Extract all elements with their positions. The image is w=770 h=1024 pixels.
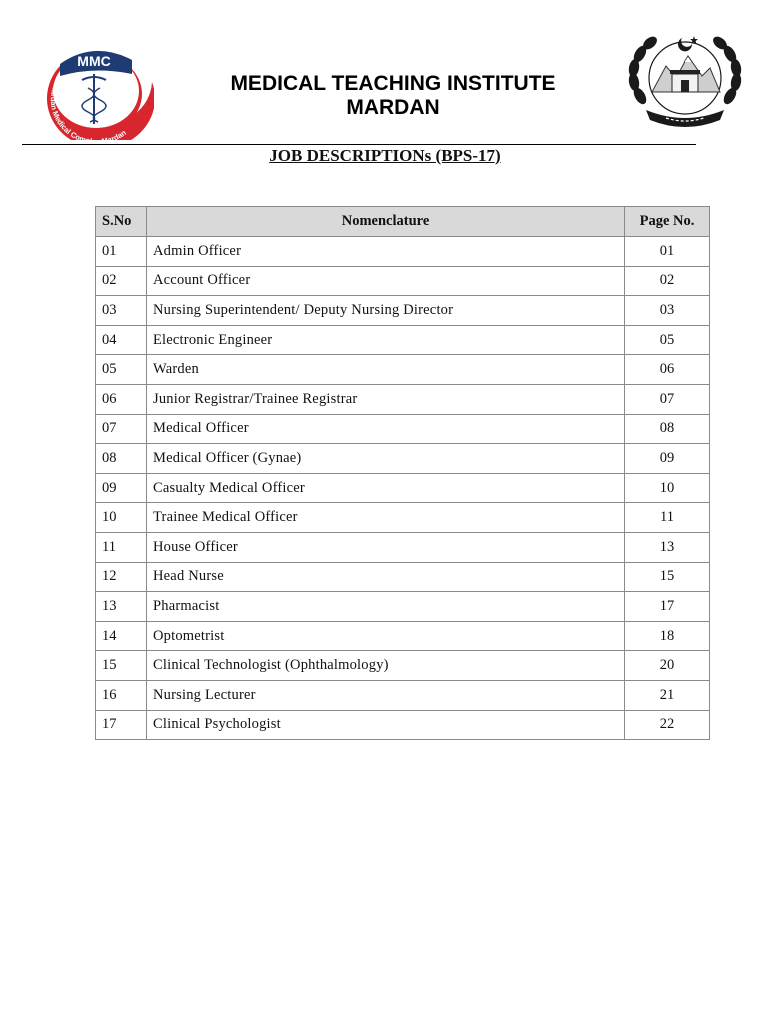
- column-header-nomenclature: Nomenclature: [147, 207, 625, 237]
- cell-page-no: 09: [625, 444, 710, 474]
- cell-sno: 14: [96, 621, 147, 651]
- cell-nomenclature: House Officer: [147, 532, 625, 562]
- cell-page-no: 03: [625, 296, 710, 326]
- header-divider: [22, 144, 696, 145]
- table-row: [96, 532, 710, 562]
- table-row: [96, 473, 710, 503]
- cell-nomenclature: Warden: [147, 355, 625, 385]
- cell-nomenclature: Pharmacist: [147, 592, 625, 622]
- cell-nomenclature: Junior Registrar/Trainee Registrar: [147, 384, 625, 414]
- cell-sno: 12: [96, 562, 147, 592]
- cell-page-no: 21: [625, 680, 710, 710]
- mmc-logo: [34, 44, 154, 140]
- table-row: [96, 444, 710, 474]
- column-header-page-no: Page No.: [625, 207, 710, 237]
- table-row: [96, 680, 710, 710]
- subtitle-text: JOB DESCRIPTIONs (BPS-17): [269, 146, 501, 165]
- column-header-sno: S.No: [96, 207, 147, 237]
- cell-sno: 05: [96, 355, 147, 385]
- cell-page-no: 13: [625, 532, 710, 562]
- cell-nomenclature: Medical Officer: [147, 414, 625, 444]
- kp-government-seal: [626, 26, 744, 130]
- cell-nomenclature: Admin Officer: [147, 237, 625, 267]
- table-row: [96, 384, 710, 414]
- document-subtitle: [0, 146, 770, 166]
- cell-page-no: 20: [625, 651, 710, 681]
- cell-nomenclature: Account Officer: [147, 266, 625, 296]
- cell-sno: 10: [96, 503, 147, 533]
- cell-nomenclature: Optometrist: [147, 621, 625, 651]
- table-row: [96, 414, 710, 444]
- institute-title: [160, 72, 626, 120]
- table-row: [96, 325, 710, 355]
- cell-nomenclature: Nursing Lecturer: [147, 680, 625, 710]
- table-row: [96, 621, 710, 651]
- cell-nomenclature: Nursing Superintendent/ Deputy Nursing Director: [147, 296, 625, 326]
- cell-sno: 15: [96, 651, 147, 681]
- table-row: [96, 651, 710, 681]
- cell-page-no: 07: [625, 384, 710, 414]
- cell-nomenclature: Trainee Medical Officer: [147, 503, 625, 533]
- cell-sno: 01: [96, 237, 147, 267]
- cell-page-no: 01: [625, 237, 710, 267]
- cell-page-no: 05: [625, 325, 710, 355]
- title-line-1: MEDICAL TEACHING INSTITUTE: [230, 72, 556, 95]
- table-row: [96, 237, 710, 267]
- cell-nomenclature: Medical Officer (Gynae): [147, 444, 625, 474]
- cell-sno: 08: [96, 444, 147, 474]
- svg-text:Mardan Medical Complex Mardan: Mardan Medical Com ardan: [48, 83, 128, 140]
- table-row: [96, 710, 710, 740]
- cell-sno: 02: [96, 266, 147, 296]
- cell-page-no: 06: [625, 355, 710, 385]
- cell-sno: 17: [96, 710, 147, 740]
- cell-sno: 13: [96, 592, 147, 622]
- cell-page-no: 08: [625, 414, 710, 444]
- cell-nomenclature: Clinical Psychologist: [147, 710, 625, 740]
- table-row: [96, 503, 710, 533]
- cell-page-no: 18: [625, 621, 710, 651]
- cell-sno: 03: [96, 296, 147, 326]
- table-row: [96, 562, 710, 592]
- cell-sno: 09: [96, 473, 147, 503]
- cell-sno: 07: [96, 414, 147, 444]
- cell-page-no: 15: [625, 562, 710, 592]
- table-row: [96, 296, 710, 326]
- table-row: [96, 592, 710, 622]
- table-header-row: [96, 207, 710, 237]
- cell-page-no: 22: [625, 710, 710, 740]
- cell-page-no: 10: [625, 473, 710, 503]
- table-row: [96, 266, 710, 296]
- title-line-2: MARDAN: [346, 96, 440, 119]
- cell-nomenclature: Electronic Engineer: [147, 325, 625, 355]
- cell-sno: 16: [96, 680, 147, 710]
- cell-nomenclature: Clinical Technologist (Ophthalmology): [147, 651, 625, 681]
- cell-page-no: 02: [625, 266, 710, 296]
- cell-page-no: 11: [625, 503, 710, 533]
- table-row: [96, 355, 710, 385]
- cell-sno: 06: [96, 384, 147, 414]
- svg-text:MMC: MMC: [77, 53, 111, 69]
- cell-sno: 04: [96, 325, 147, 355]
- cell-page-no: 17: [625, 592, 710, 622]
- cell-nomenclature: Casualty Medical Officer: [147, 473, 625, 503]
- cell-sno: 11: [96, 532, 147, 562]
- job-descriptions-table: [95, 206, 710, 740]
- cell-nomenclature: Head Nurse: [147, 562, 625, 592]
